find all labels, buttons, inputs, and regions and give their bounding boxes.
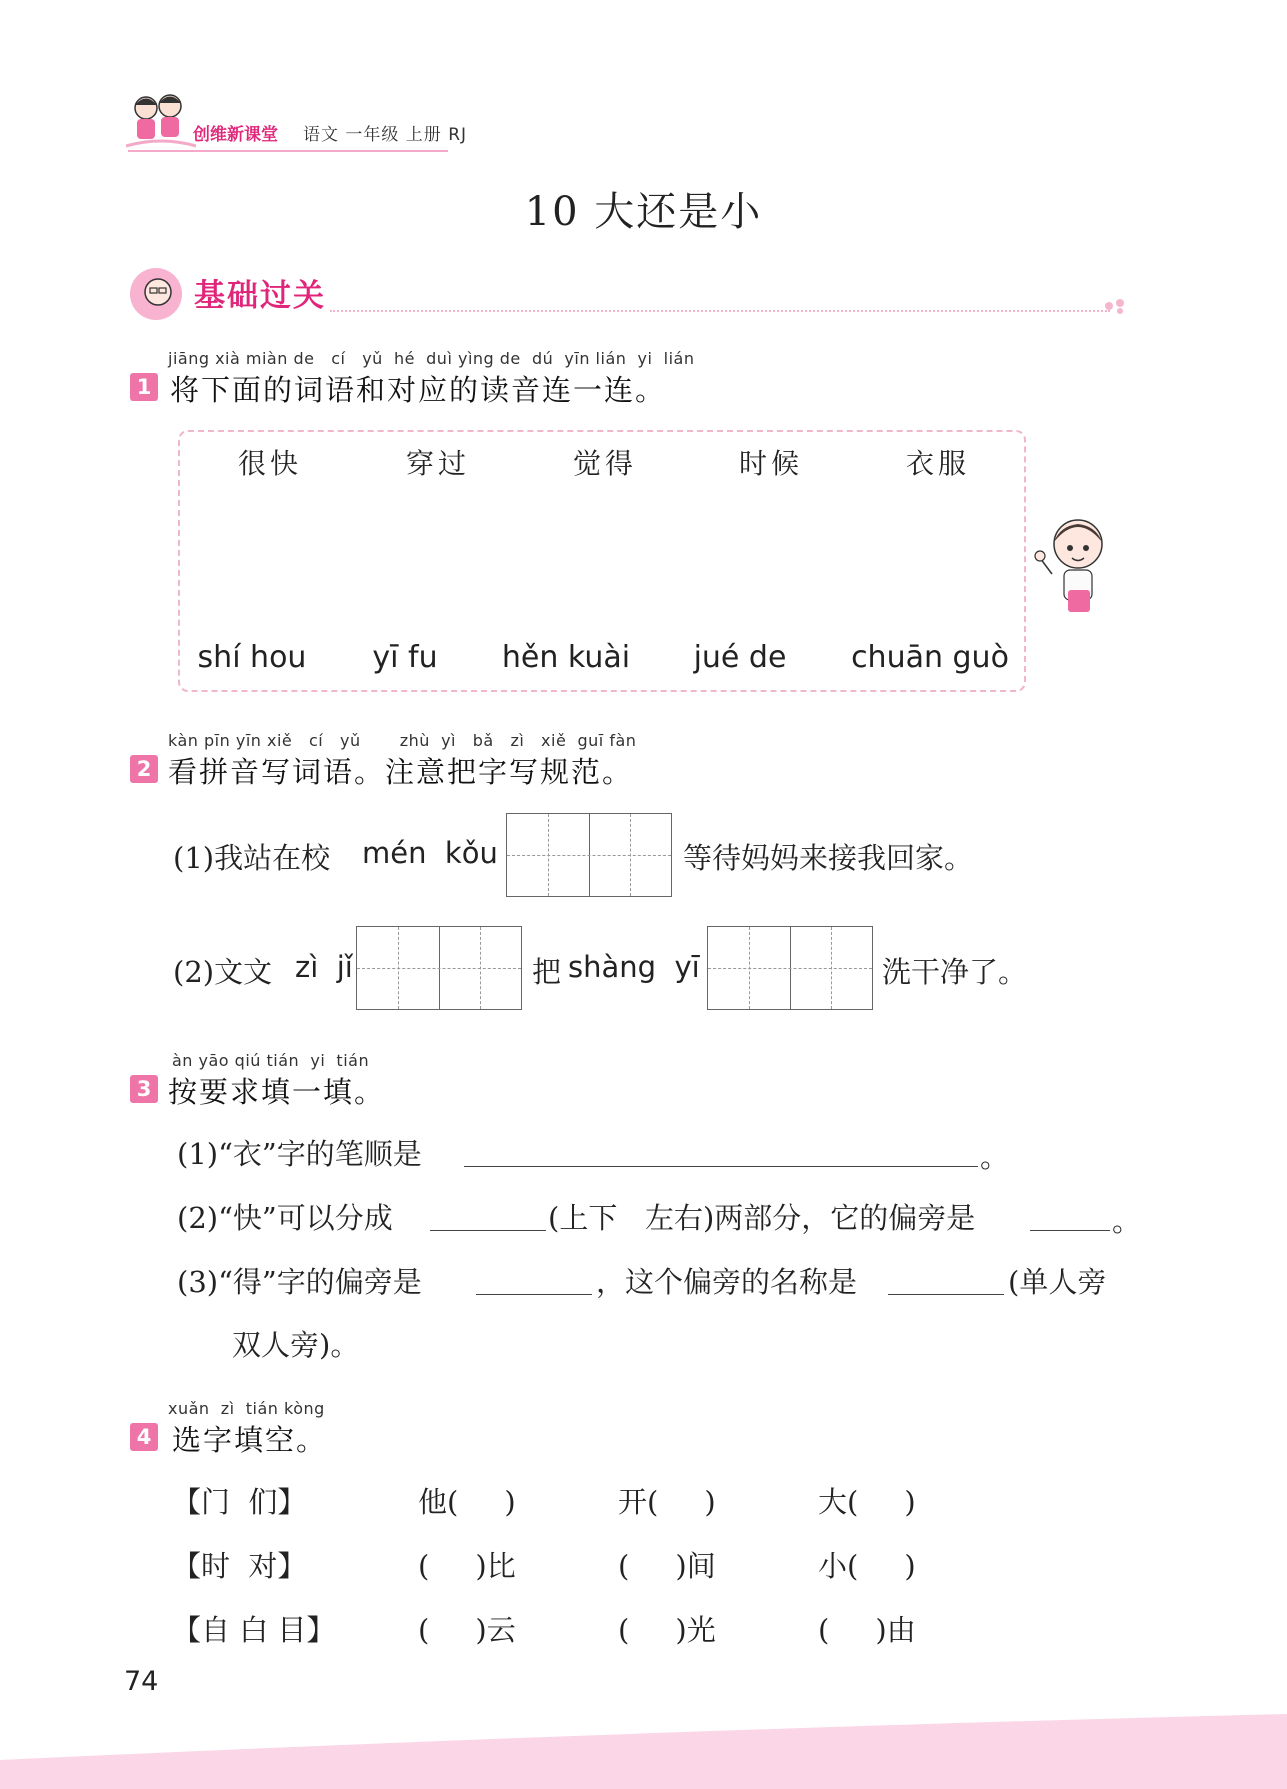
q4-instruction: 选字填空。 (172, 1423, 328, 1457)
q2-number: 2 (130, 755, 158, 783)
q2-s2-before: (2)文文 (173, 955, 273, 989)
q3-line3-c: (单人旁 (1008, 1265, 1107, 1299)
q4-cell[interactable]: ( )比 (418, 1549, 516, 1583)
writing-grid[interactable] (707, 926, 873, 1010)
q2-instruction: 看拼音写词语。注意把字写规范。 (168, 755, 634, 789)
q4-row-label: 【自 白 目】 (172, 1613, 336, 1647)
q4-cell[interactable]: ( )光 (618, 1613, 716, 1647)
q4-cell[interactable]: 大( ) (818, 1485, 916, 1519)
q3-line3-d: 双人旁)。 (232, 1328, 360, 1362)
q4-cell[interactable]: 他( ) (418, 1485, 516, 1519)
word-item[interactable]: 时候 (738, 447, 803, 480)
q4-cell[interactable]: ( )云 (418, 1613, 516, 1647)
q3-line2-c: 。 (1112, 1204, 1142, 1238)
q3-line1-b: 。 (980, 1140, 1010, 1174)
q3-instruction: 按要求填一填。 (168, 1075, 386, 1109)
dots-icon (1104, 296, 1128, 316)
q2-pinyin: kàn pīn yīn xiě cí yǔ zhù yì bǎ zì xiě guī fàn (168, 731, 637, 750)
answer-blank[interactable] (430, 1230, 546, 1231)
page-title: 10 大还是小 (524, 189, 763, 235)
q1-instruction: 将下面的词语和对应的读音连一连。 (170, 373, 667, 407)
q4-cell[interactable]: 开( ) (618, 1485, 716, 1519)
reading-item[interactable]: jué de (693, 640, 787, 675)
q4-cell[interactable]: ( )由 (818, 1613, 916, 1647)
reading-item[interactable]: chuān guò (851, 640, 1009, 675)
q2-s2-mid: 把 (532, 955, 562, 989)
q3-line2-a: (2)“快”可以分成 (177, 1201, 393, 1235)
writing-grid[interactable] (356, 926, 522, 1010)
book-meta: 语文 一年级 上册 RJ (303, 125, 468, 145)
page-number: 74 (124, 1666, 159, 1697)
brand-name: 创维新课堂 (193, 125, 278, 145)
q2-s2-after: 洗干净了。 (882, 955, 1028, 989)
reading-item[interactable]: shí hou (197, 640, 307, 675)
word-item[interactable]: 衣服 (905, 447, 970, 480)
word-item[interactable]: 觉得 (572, 447, 637, 480)
q4-row-label: 【时 对】 (172, 1549, 307, 1583)
section-title: 基础过关 (194, 278, 326, 314)
q2-s1-after: 等待妈妈来接我回家。 (683, 841, 974, 875)
girl-waving-icon (1030, 508, 1114, 616)
q4-number: 4 (130, 1423, 158, 1451)
answer-blank[interactable] (476, 1294, 592, 1295)
q1-number: 1 (130, 373, 158, 401)
q2-s2-pinyin1: zì jǐ (295, 950, 353, 984)
q2-s1-pinyin: mén kǒu (362, 836, 498, 870)
q3-line3-b: ，这个偏旁的名称是 (596, 1265, 858, 1299)
q1-pinyin: jiāng xià miàn de cí yǔ hé duì yìng de dú yīn lián yi lián (168, 349, 695, 368)
q4-row-label: 【门 们】 (172, 1485, 307, 1519)
reading-item[interactable]: hěn kuài (501, 640, 631, 675)
header-divider (128, 150, 448, 152)
q3-number: 3 (130, 1075, 158, 1103)
answer-blank[interactable] (888, 1294, 1004, 1295)
q2-s1-before: (1)我站在校 (173, 841, 331, 875)
footer-band (0, 1700, 1287, 1789)
q3-pinyin: àn yāo qiú tián yi tián (172, 1051, 370, 1070)
q3-line2-b: (上下 左右)两部分，它的偏旁是 (548, 1201, 976, 1235)
q3-line1-a: (1)“衣”字的笔顺是 (177, 1137, 422, 1171)
teacher-avatar-icon (128, 266, 184, 322)
q4-pinyin: xuǎn zì tián kòng (168, 1399, 325, 1418)
writing-grid[interactable] (506, 813, 672, 897)
section-divider (330, 310, 1110, 312)
word-item[interactable]: 穿过 (405, 447, 470, 480)
kids-logo-icon (126, 88, 196, 154)
q2-s2-pinyin2: shàng yī (568, 950, 700, 984)
word-item[interactable]: 很快 (237, 447, 302, 480)
q3-line3-a: (3)“得”字的偏旁是 (177, 1265, 422, 1299)
answer-blank[interactable] (1030, 1230, 1110, 1231)
answer-blank[interactable] (464, 1166, 978, 1167)
reading-item[interactable]: yī fu (372, 640, 438, 675)
q4-cell[interactable]: 小( ) (818, 1549, 916, 1583)
q4-cell[interactable]: ( )间 (618, 1549, 716, 1583)
